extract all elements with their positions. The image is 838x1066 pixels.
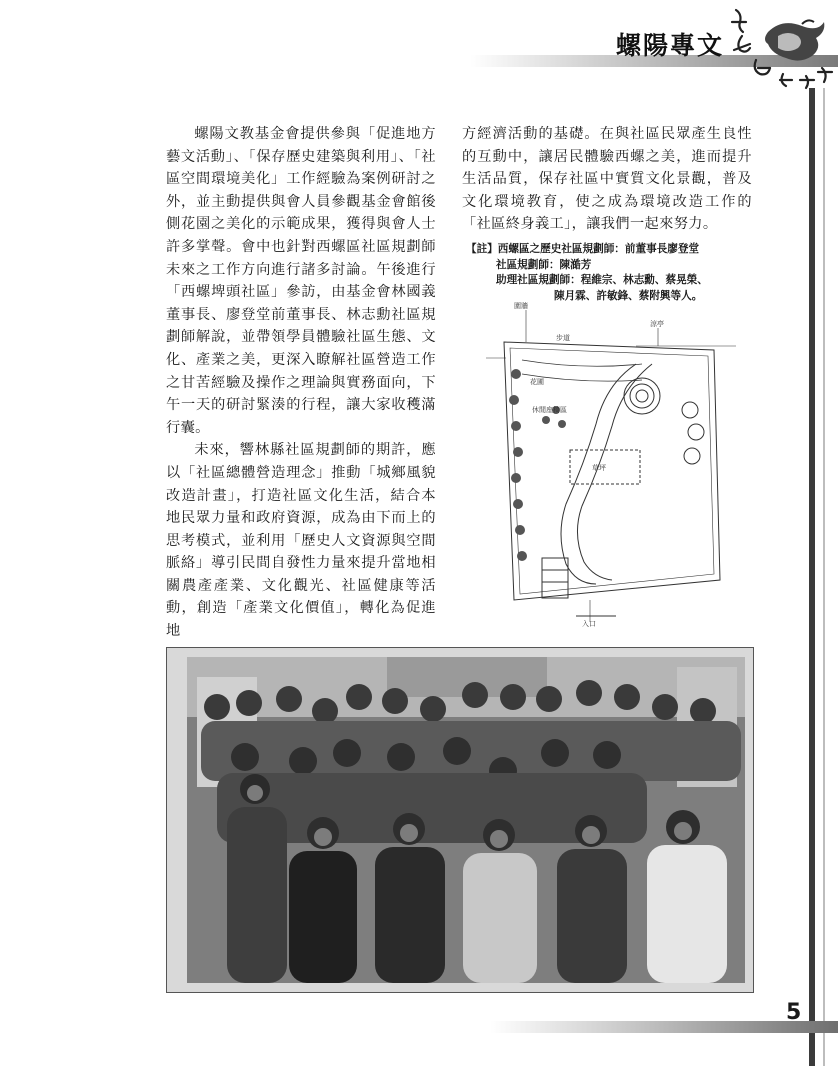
paragraph: 螺陽文教基金會提供參與「促進地方藝文活動」、「保存歷史建築與利用」、「社區空間環境美化」工作經驗為案例研討之外，並主動提供與會人員參觀基金會館後側花園之美化的示範成果，獲得與會人士許多掌聲。會中也針對西螺區社區規劃師未來之工作方向進行諸多討論。午後進行「西螺埤頭社區」參訪，由基金會林國義董事長、廖登堂前董事長、林志勳社區規劃師解說，並帶領學員體驗社區生態、文化、產業之美，更深入瞭解社區營造工作之甘苦經驗及操作之理論與實務面向，下午一天的研討緊湊的行程，讓大家收穫滿行囊。	[166, 126, 436, 436]
page-number: 5	[786, 1000, 802, 1025]
right-margin-rule-light	[823, 88, 825, 1066]
group-photo-illustration	[187, 657, 745, 983]
paragraph: 方經濟活動的基礎。在與社區民眾產生良性的互動中，讓居民體驗西螺之美，進而提升生活品質，保存社區中實質文化景觀，普及文化環境教育，使之成為環境改造工作的「社區終身義工」，讓我們一起來努力。	[462, 126, 752, 233]
credits-note	[466, 242, 766, 304]
garden-site-plan	[486, 300, 748, 630]
plan-label: 步道	[556, 334, 570, 342]
plan-label: 圍牆	[514, 302, 528, 310]
group-photo	[187, 657, 745, 983]
note-line: 【註】西螺區之歷史社區規劃師：前董事長廖登堂	[466, 243, 700, 255]
plan-label: 草坪	[592, 464, 606, 472]
plan-label: 入口	[582, 620, 596, 628]
foundation-logo-icon	[728, 2, 838, 94]
right-margin-rule	[809, 88, 815, 1066]
group-photo-frame	[166, 647, 754, 993]
plan-label: 休閒座椅區	[532, 406, 567, 414]
right-text-column	[462, 123, 752, 236]
paragraph: 未來，響林縣社區規劃師的期許，應以「社區總體營造理念」推動「城鄉風貌改造計畫」，打造社區文化生活，結合本地民眾力量和政府資源，成為由下而上的思考模式，並利用「歷史人文資源與空間脈絡」導引民間自發性力量來提升當地相關農產產業、文化觀光、社區健康等活動，創造「產業文化價值」，轉化為促進地	[166, 442, 436, 640]
left-text-column	[166, 123, 436, 643]
note-line: 陳月霖、許敏鋒、蔡附興等人。	[554, 289, 703, 302]
section-title: 螺陽專文	[616, 31, 725, 60]
note-line: 社區規劃師：陳澔芳	[496, 258, 592, 271]
note-line: 助理社區規劃師：程維宗、林志勳、蔡晃榮、	[496, 274, 708, 287]
plan-label: 花圃	[530, 378, 544, 386]
plan-label: 涼亭	[650, 320, 664, 328]
